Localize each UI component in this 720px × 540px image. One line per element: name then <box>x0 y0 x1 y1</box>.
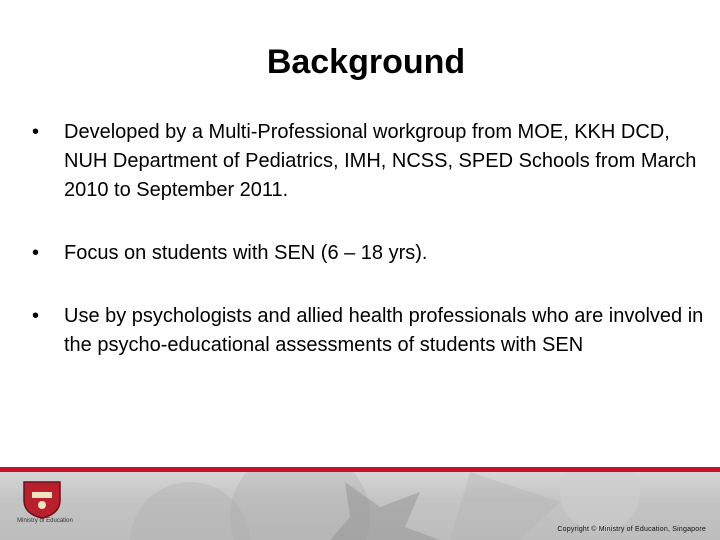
copyright-text: Copyright © Ministry of Education, Singapore <box>557 526 706 533</box>
bullet-marker: • <box>32 121 40 143</box>
bullet-text: Developed by a Multi-Professional workgroup from MOE, KKH DCD, NUH Department of Pediatrics, IMH, NCSS, SPED Schools from March 2010 to September 2011. <box>64 121 697 201</box>
bullet-item <box>28 118 708 205</box>
ministry-of-education-crest-icon <box>14 478 70 538</box>
bullet-list <box>28 118 708 360</box>
logo-caption: Ministry of Education <box>17 518 73 524</box>
bullet-text: Focus on students with SEN (6 – 18 yrs). <box>64 242 428 264</box>
bullet-item <box>28 302 708 360</box>
bullet-marker: • <box>32 242 40 264</box>
bullet-text: Use by psychologists and allied health professionals who are involved in the psycho-educational assessments of students with SEN <box>64 305 704 356</box>
bullet-item <box>28 239 708 268</box>
bullet-marker: • <box>32 305 40 327</box>
slide-title: Background <box>266 43 466 81</box>
